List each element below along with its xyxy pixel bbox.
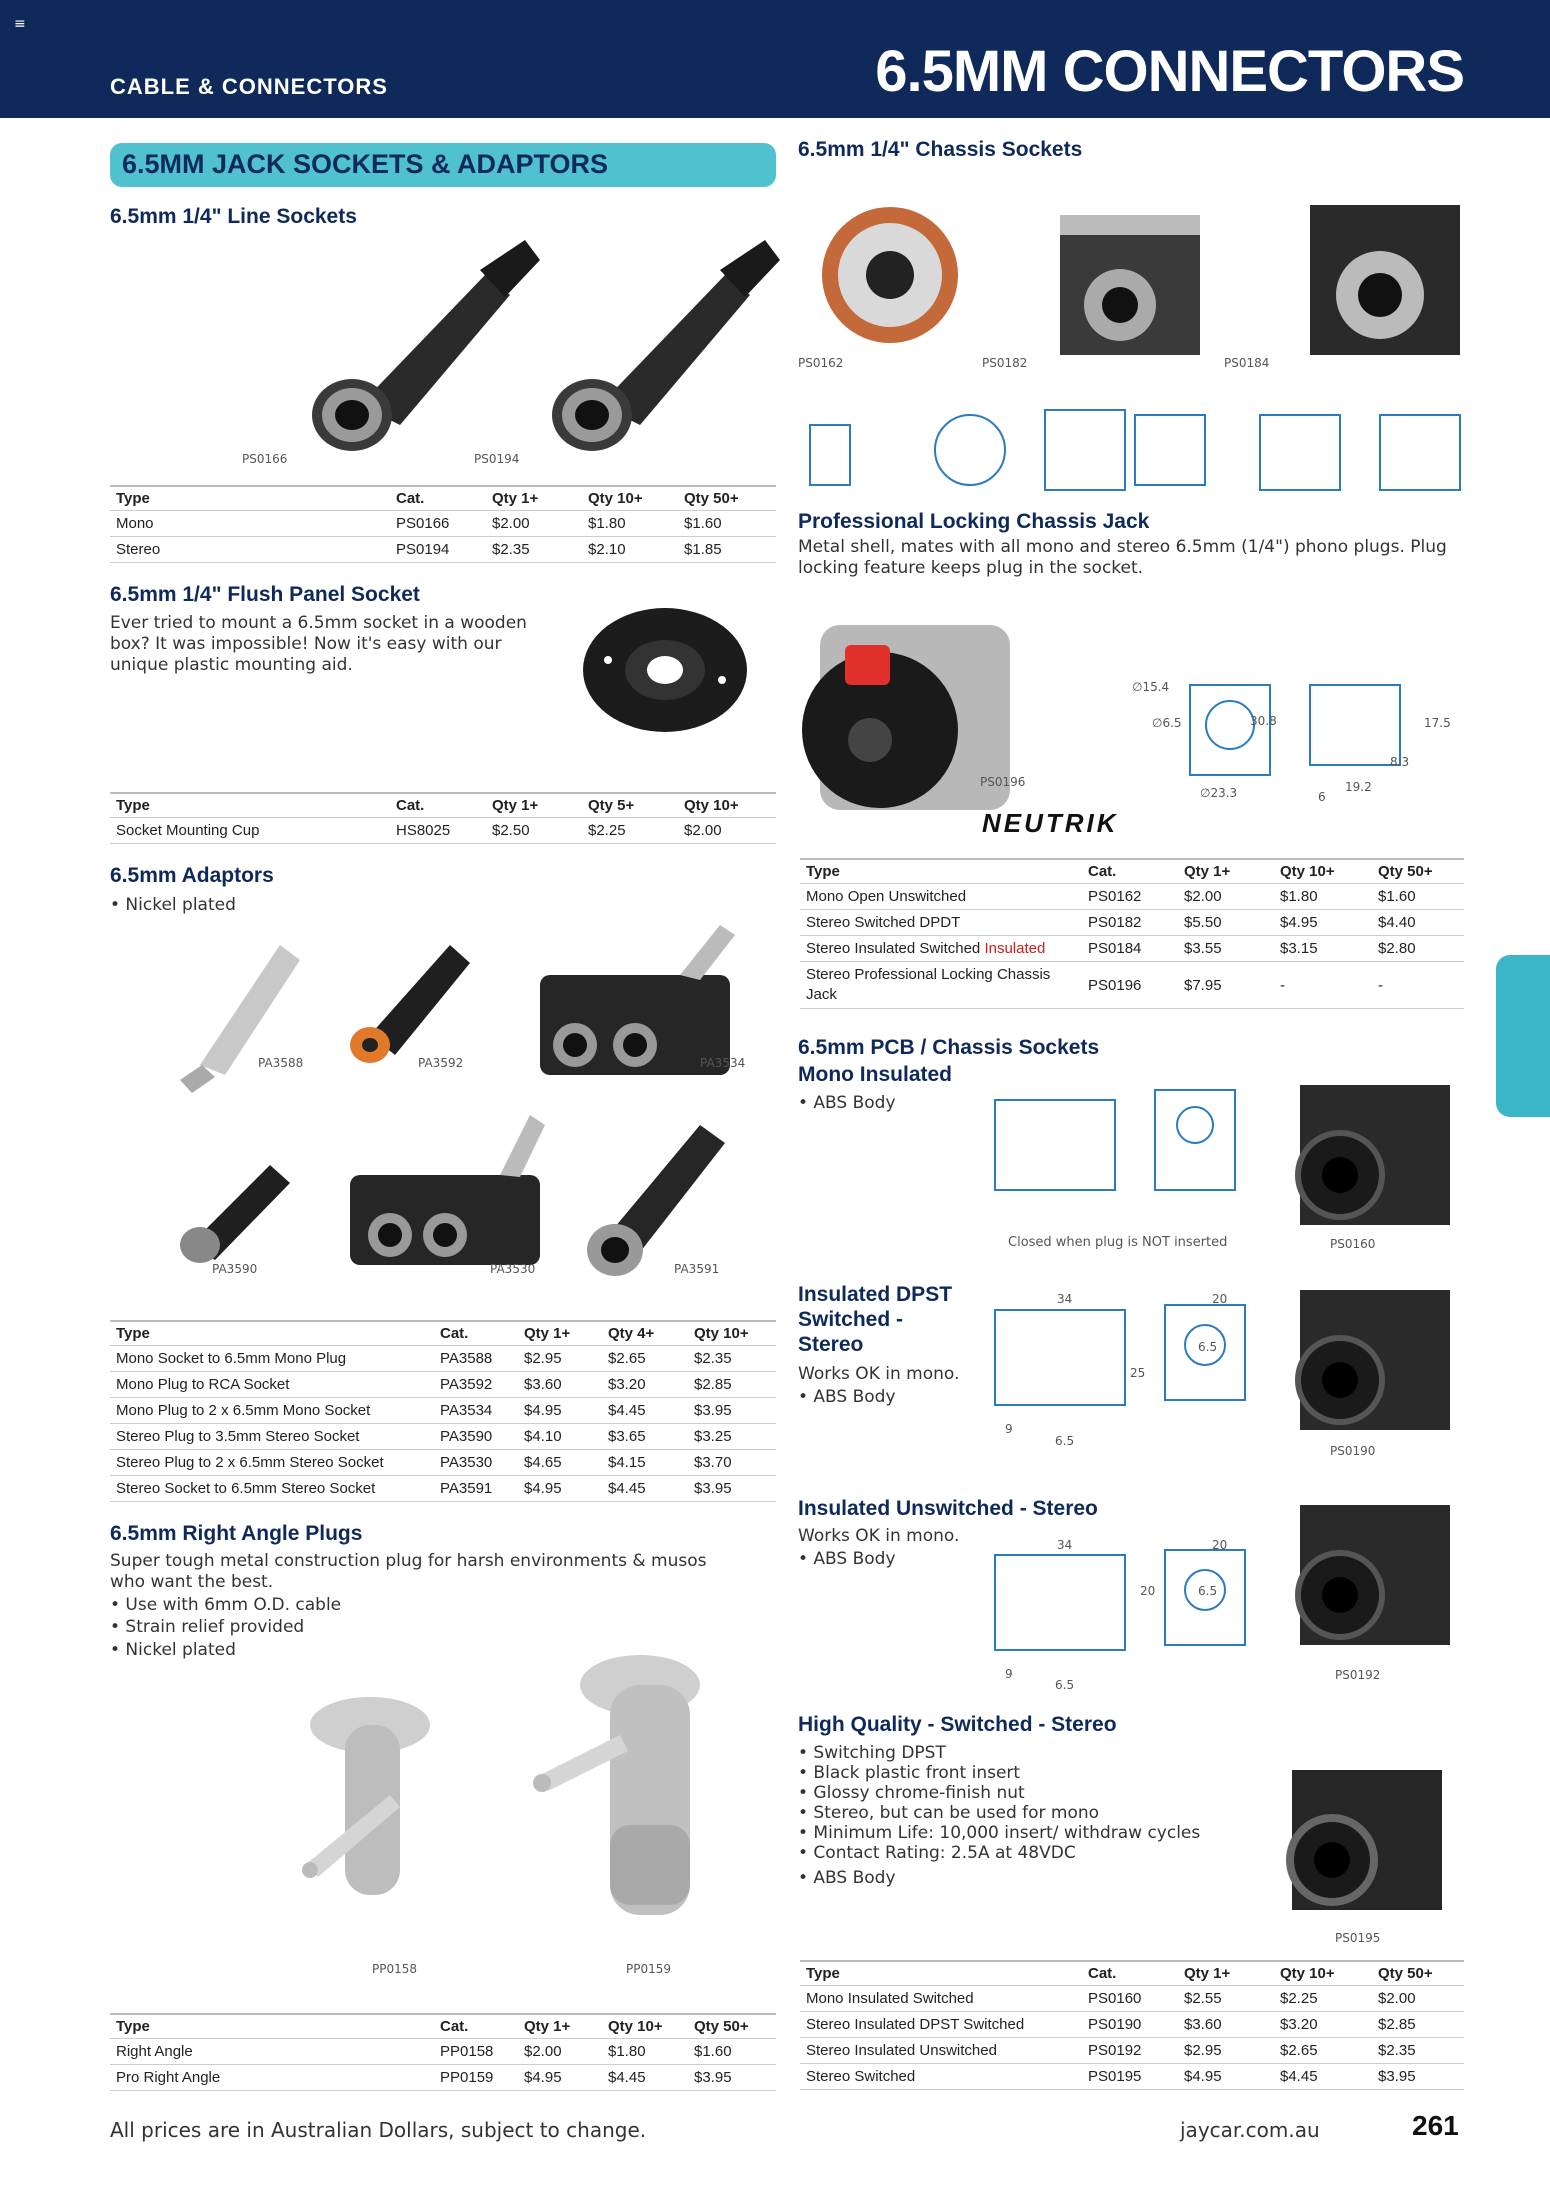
col-qty2: Qty 5+ xyxy=(582,793,678,818)
dim-label: 20 xyxy=(1212,1292,1228,1306)
cell: Stereo Professional Locking Chassis Jack xyxy=(800,962,1082,1009)
dim-drawing-ps0184-side xyxy=(1380,415,1460,490)
col-cat: Cat. xyxy=(390,486,486,511)
cell: PS0162 xyxy=(1082,884,1178,910)
adaptors-image xyxy=(180,915,780,1275)
flush-panel-text: Ever tried to mount a 6.5mm socket in a wooden box? It was impossible! Now it's easy with our unique plastic mounting aid. xyxy=(110,613,527,675)
col-cat: Cat. xyxy=(1082,859,1178,884)
adaptor-pa3534-image xyxy=(540,925,735,1075)
cell: $2.95 xyxy=(518,1346,602,1372)
cell: Stereo Plug to 3.5mm Stereo Socket xyxy=(110,1424,434,1450)
cell: $2.85 xyxy=(688,1372,776,1398)
chassis-heading: 6.5mm 1/4" Chassis Sockets xyxy=(798,138,1083,161)
cell: PS0160 xyxy=(1082,1986,1178,2012)
dim-label: 6.5 xyxy=(1055,1678,1075,1692)
caption-ps0160: PS0160 xyxy=(1330,1237,1376,1251)
cell: PP0158 xyxy=(434,2039,518,2065)
cell: Stereo Insulated Unswitched xyxy=(800,2038,1082,2064)
cell: $5.50 xyxy=(1178,910,1274,936)
dim-label: 30.8 xyxy=(1250,714,1277,728)
cell: Mono Socket to 6.5mm Mono Plug xyxy=(110,1346,434,1372)
cell: $3.95 xyxy=(688,2065,776,2091)
right-angle-text: Super tough metal construction plug for harsh environments & musos who want the best. xyxy=(110,1551,707,1592)
dim-label: ∅23.3 xyxy=(1200,786,1238,800)
cell: Pro Right Angle xyxy=(110,2065,434,2091)
unswitched-heading: Insulated Unswitched - Stereo xyxy=(798,1497,1098,1520)
cell: $3.60 xyxy=(518,1372,602,1398)
cell: $4.45 xyxy=(602,1476,688,1502)
cell: Right Angle xyxy=(110,2039,434,2065)
col-cat: Cat. xyxy=(434,1321,518,1346)
table-row xyxy=(110,2039,776,2065)
caption-pa3588: PA3588 xyxy=(258,1056,304,1070)
col-qty1: Qty 1+ xyxy=(518,2014,602,2039)
plug-pp0159-image xyxy=(533,1655,700,1915)
cell: $3.70 xyxy=(688,1450,776,1476)
socket-ps0184-image xyxy=(1310,205,1460,355)
cell: Mono xyxy=(110,511,390,537)
unswitched-text: Works OK in mono. xyxy=(798,1526,960,1546)
cell: $2.10 xyxy=(582,537,678,563)
cell: PS0182 xyxy=(1082,910,1178,936)
right-angle-bullet-2: • Strain relief provided xyxy=(110,1617,305,1637)
cell: $3.20 xyxy=(1274,2012,1372,2038)
cell: Mono Open Unswitched xyxy=(800,884,1082,910)
table-row xyxy=(800,2064,1464,2090)
cell: $2.00 xyxy=(486,511,582,537)
caption-pa3592: PA3592 xyxy=(418,1056,464,1070)
cell: PS0195 xyxy=(1082,2064,1178,2090)
cell: $4.95 xyxy=(518,1398,602,1424)
cell: $4.45 xyxy=(1274,2064,1372,2090)
cell-text: Stereo Insulated Switched xyxy=(806,940,981,957)
cell: $4.15 xyxy=(602,1450,688,1476)
col-qty1: Qty 1+ xyxy=(486,486,582,511)
table-row xyxy=(800,936,1464,962)
dim-drawing-ps0184 xyxy=(1260,415,1340,490)
cell: Stereo xyxy=(110,537,390,563)
caption-ps0194: PS0194 xyxy=(474,452,520,466)
section-banner: 6.5MM JACK SOCKETS & ADAPTORS xyxy=(110,143,776,187)
col-type: Type xyxy=(110,793,390,818)
cell: $4.95 xyxy=(1274,910,1372,936)
socket-ps0190-image xyxy=(1280,1280,1455,1445)
hq-bullet-2: • Black plastic front insert xyxy=(798,1763,1021,1783)
table-row xyxy=(800,884,1464,910)
table-row xyxy=(800,1986,1464,2012)
dim-label: 6 xyxy=(1318,790,1326,804)
cell: PS0196 xyxy=(1082,962,1178,1009)
col-qty2: Qty 10+ xyxy=(1274,859,1372,884)
dim-label: 25 xyxy=(1130,1366,1146,1380)
dim-label: 6.5 xyxy=(1198,1584,1218,1598)
cell: $2.35 xyxy=(688,1346,776,1372)
cell: $2.85 xyxy=(1372,2012,1464,2038)
right-angle-bullet-3: • Nickel plated xyxy=(110,1640,236,1660)
cell: PA3534 xyxy=(434,1398,518,1424)
col-qty1: Qty 1+ xyxy=(1178,1961,1274,1986)
socket-ps0166-image xyxy=(312,240,540,451)
col-qty2: Qty 10+ xyxy=(1274,1961,1372,1986)
caption-ps0182: PS0182 xyxy=(982,356,1028,370)
side-index-tab[interactable] xyxy=(1496,955,1550,1117)
right-angle-heading: 6.5mm Right Angle Plugs xyxy=(110,1522,363,1545)
table-header-row xyxy=(800,1961,1464,1986)
adaptor-pa3590-image xyxy=(180,1165,290,1263)
cell: $7.95 xyxy=(1178,962,1274,1009)
locking-dimension-drawing xyxy=(1130,670,1470,810)
unswitched-bullet: • ABS Body xyxy=(798,1549,896,1569)
cell: PS0184 xyxy=(1082,936,1178,962)
col-type: Type xyxy=(800,1961,1082,1986)
cell: $4.65 xyxy=(518,1450,602,1476)
adaptor-pa3530-image xyxy=(350,1115,545,1265)
socket-ps0162-image xyxy=(822,207,958,343)
col-cat: Cat. xyxy=(1082,1961,1178,1986)
cell: $4.10 xyxy=(518,1424,602,1450)
dim-label: 9 xyxy=(1005,1422,1013,1436)
dpst-text: Works OK in mono. xyxy=(798,1364,960,1384)
mono-insulated-bullet: • ABS Body xyxy=(798,1093,896,1113)
cell: $2.25 xyxy=(1274,1986,1372,2012)
col-cat: Cat. xyxy=(434,2014,518,2039)
dim-label: 20 xyxy=(1212,1538,1228,1552)
adaptors-bullet: • Nickel plated xyxy=(110,895,236,915)
page-title: 6.5MM CONNECTORS xyxy=(875,39,1464,104)
line-sockets-image xyxy=(300,235,780,465)
adaptor-pa3591-image xyxy=(587,1125,725,1276)
flush-panel-heading: 6.5mm 1/4" Flush Panel Socket xyxy=(110,583,420,606)
cell: $3.95 xyxy=(688,1398,776,1424)
cell: $2.35 xyxy=(486,537,582,563)
cell: PP0159 xyxy=(434,2065,518,2091)
col-type: Type xyxy=(110,1321,434,1346)
table-row xyxy=(110,818,776,844)
cell: $1.60 xyxy=(688,2039,776,2065)
insulated-highlight: Insulated xyxy=(984,940,1046,957)
col-qty2: Qty 4+ xyxy=(602,1321,688,1346)
table-row xyxy=(800,2038,1464,2064)
socket-ps0160-image xyxy=(1280,1075,1455,1235)
cell: $4.45 xyxy=(602,1398,688,1424)
cell: $2.55 xyxy=(1178,1986,1274,2012)
socket-ps0182-image xyxy=(1060,215,1200,355)
hq-bullet-6: • Contact Rating: 2.5A at 48VDC xyxy=(798,1843,1076,1863)
col-qty2: Qty 10+ xyxy=(602,2014,688,2039)
cell: $1.80 xyxy=(1274,884,1372,910)
caption-pp0158: PP0158 xyxy=(372,1962,418,1976)
dim-label: ∅15.4 xyxy=(1132,680,1170,694)
cell: $1.85 xyxy=(678,537,776,563)
caption-pa3591: PA3591 xyxy=(674,1262,720,1276)
dim-label: 20 xyxy=(1140,1584,1156,1598)
cell: $1.80 xyxy=(602,2039,688,2065)
cell: $3.55 xyxy=(1178,936,1274,962)
adaptors-table xyxy=(110,1320,776,1502)
col-qty1: Qty 1+ xyxy=(486,793,582,818)
dpst-dimension-drawing xyxy=(985,1290,1255,1450)
unswitched-dimension-drawing xyxy=(985,1535,1255,1695)
locking-text: Metal shell, mates with all mono and stereo 6.5mm (1/4") phono plugs. Plug locking feature keeps plug in the socket. xyxy=(798,537,1447,578)
footer-site-link[interactable]: jaycar.com.au xyxy=(1180,2118,1320,2142)
table-header-row xyxy=(110,2014,776,2039)
cell: $2.65 xyxy=(602,1346,688,1372)
dim-label: 17.5 xyxy=(1424,716,1451,730)
page-number: 261 xyxy=(1412,2110,1459,2141)
cell: PS0194 xyxy=(390,537,486,563)
cell: Stereo Switched xyxy=(800,2064,1082,2090)
cell: $4.45 xyxy=(602,2065,688,2091)
cell: - xyxy=(1274,962,1372,1009)
cell: $4.95 xyxy=(518,1476,602,1502)
caption-pp0159: PP0159 xyxy=(626,1962,672,1976)
dim-drawing-ps0182-side xyxy=(1135,415,1205,485)
caption-ps0195: PS0195 xyxy=(1335,1931,1381,1945)
col-qty3: Qty 50+ xyxy=(688,2014,776,2039)
table-row xyxy=(110,1476,776,1502)
dim-label: 34 xyxy=(1057,1292,1073,1306)
menu-icon[interactable]: ≡ xyxy=(14,16,26,32)
table-row xyxy=(800,910,1464,936)
dpst-heading-line-3: Stereo xyxy=(798,1333,864,1356)
col-qty3: Qty 10+ xyxy=(688,1321,776,1346)
cell: $3.95 xyxy=(1372,2064,1464,2090)
cell: PA3591 xyxy=(434,1476,518,1502)
cell: Stereo Socket to 6.5mm Stereo Socket xyxy=(110,1476,434,1502)
high-quality-heading: High Quality - Switched - Stereo xyxy=(798,1713,1117,1736)
cell: $2.80 xyxy=(1372,936,1464,962)
caption-ps0162: PS0162 xyxy=(798,356,844,370)
dim-drawing-ps0162 xyxy=(810,425,850,485)
table-row xyxy=(110,2065,776,2091)
footer-note: All prices are in Australian Dollars, subject to change. xyxy=(110,2118,647,2142)
dim-label: 34 xyxy=(1057,1538,1073,1552)
hq-bullet-4: • Stereo, but can be used for mono xyxy=(798,1803,1100,1823)
cell: $2.50 xyxy=(486,818,582,844)
table-row xyxy=(800,2012,1464,2038)
caption-ps0166: PS0166 xyxy=(242,452,288,466)
cell: Mono Plug to RCA Socket xyxy=(110,1372,434,1398)
cell: Stereo Switched DPDT xyxy=(800,910,1082,936)
chassis-table xyxy=(800,858,1464,1009)
cell: Mono Plug to 2 x 6.5mm Mono Socket xyxy=(110,1398,434,1424)
table-row xyxy=(800,962,1464,1009)
cell: $3.15 xyxy=(1274,936,1372,962)
col-type: Type xyxy=(800,859,1082,884)
chassis-dimension-drawings xyxy=(800,400,1480,500)
col-type: Type xyxy=(110,486,390,511)
socket-ps0194-image xyxy=(552,240,780,451)
pcb-sockets-table xyxy=(800,1960,1464,2090)
right-angle-plugs-image xyxy=(300,1655,770,1945)
locking-heading: Professional Locking Chassis Jack xyxy=(798,510,1150,533)
line-sockets-heading: 6.5mm 1/4" Line Sockets xyxy=(110,205,357,228)
cell: Socket Mounting Cup xyxy=(110,818,390,844)
page-header xyxy=(0,0,1550,118)
cell: $1.60 xyxy=(1372,884,1464,910)
dpst-heading-line-1: Insulated DPST xyxy=(798,1283,953,1306)
cell: $2.65 xyxy=(1274,2038,1372,2064)
cell: $1.80 xyxy=(582,511,678,537)
neutrik-logo: NEUTRIK xyxy=(982,808,1119,838)
cell: $2.00 xyxy=(518,2039,602,2065)
line-sockets-table xyxy=(110,485,776,563)
chassis-sockets-image xyxy=(820,195,1480,365)
socket-ps0192-image xyxy=(1280,1495,1455,1665)
pcb-heading: 6.5mm PCB / Chassis Sockets xyxy=(798,1036,1100,1059)
right-angle-table xyxy=(110,2013,776,2091)
cell: PA3588 xyxy=(434,1346,518,1372)
cell: $1.60 xyxy=(678,511,776,537)
table-row xyxy=(110,1424,776,1450)
cell: $2.95 xyxy=(1178,2038,1274,2064)
dim-label: 6.5 xyxy=(1055,1434,1075,1448)
dim-label: 19.2 xyxy=(1345,780,1372,794)
col-qty3: Qty 50+ xyxy=(1372,859,1464,884)
dim-drawing-ps0162-front xyxy=(935,415,1005,485)
cell: $3.20 xyxy=(602,1372,688,1398)
cell: $2.00 xyxy=(678,818,776,844)
dim-label: 8.3 xyxy=(1390,755,1410,769)
table-header-row xyxy=(800,859,1464,884)
section-label: CABLE & CONNECTORS xyxy=(110,74,388,99)
col-type: Type xyxy=(110,2014,434,2039)
cell: Mono Insulated Switched xyxy=(800,1986,1082,2012)
caption-ps0184: PS0184 xyxy=(1224,356,1270,370)
col-qty3: Qty 10+ xyxy=(678,793,776,818)
dpst-bullet: • ABS Body xyxy=(798,1387,896,1407)
adaptor-pa3592-image xyxy=(350,945,470,1063)
cell: $2.35 xyxy=(1372,2038,1464,2064)
cell: Stereo Plug to 2 x 6.5mm Stereo Socket xyxy=(110,1450,434,1476)
cell: HS8025 xyxy=(390,818,486,844)
dpst-heading-line-2: Switched - xyxy=(798,1308,904,1331)
mono-insulated-dimension-drawing xyxy=(985,1080,1255,1230)
cell: $2.25 xyxy=(582,818,678,844)
caption-ps0190: PS0190 xyxy=(1330,1444,1376,1458)
cell: PS0190 xyxy=(1082,2012,1178,2038)
adaptors-heading: 6.5mm Adaptors xyxy=(110,864,274,887)
table-row xyxy=(110,1398,776,1424)
cell: - xyxy=(1372,962,1464,1009)
cell: $4.95 xyxy=(1178,2064,1274,2090)
cell: $3.65 xyxy=(602,1424,688,1450)
hq-bullet-7: • ABS Body xyxy=(798,1868,896,1888)
dim-label: ∅6.5 xyxy=(1152,716,1182,730)
cell: $3.95 xyxy=(688,1476,776,1502)
cell: $3.60 xyxy=(1178,2012,1274,2038)
caption-pa3534: PA3534 xyxy=(700,1056,746,1070)
plug-pp0158-image xyxy=(302,1697,430,1895)
cell: PS0166 xyxy=(390,511,486,537)
table-row xyxy=(110,1450,776,1476)
col-qty1: Qty 1+ xyxy=(518,1321,602,1346)
cell: PS0192 xyxy=(1082,2038,1178,2064)
dim-drawing-ps0182 xyxy=(1045,410,1125,490)
cell xyxy=(800,936,1082,962)
table-header-row xyxy=(110,486,776,511)
table-row xyxy=(110,1372,776,1398)
cell: $2.00 xyxy=(1178,884,1274,910)
cell: $4.95 xyxy=(518,2065,602,2091)
cell: PA3530 xyxy=(434,1450,518,1476)
table-row xyxy=(110,537,776,563)
caption-pa3530: PA3530 xyxy=(490,1262,536,1276)
col-qty1: Qty 1+ xyxy=(1178,859,1274,884)
adaptor-pa3588-image xyxy=(180,945,300,1093)
mono-insulated-heading: Mono Insulated xyxy=(798,1063,952,1086)
mounting-cup-image xyxy=(580,605,750,735)
hq-bullet-3: • Glossy chrome-finish nut xyxy=(798,1783,1025,1803)
flush-panel-table xyxy=(110,792,776,844)
cell: $4.40 xyxy=(1372,910,1464,936)
dim-label: 9 xyxy=(1005,1667,1013,1681)
caption-pa3590: PA3590 xyxy=(212,1262,258,1276)
table-header-row xyxy=(110,793,776,818)
table-row xyxy=(110,1346,776,1372)
hq-bullet-1: • Switching DPST xyxy=(798,1743,946,1763)
caption-ps0196: PS0196 xyxy=(980,775,1026,789)
cell: Stereo Insulated DPST Switched xyxy=(800,2012,1082,2038)
dim-label: 6.5 xyxy=(1198,1340,1218,1354)
hq-bullet-5: • Minimum Life: 10,000 insert/ withdraw cycles xyxy=(798,1823,1201,1843)
caption-ps0192: PS0192 xyxy=(1335,1668,1381,1682)
col-cat: Cat. xyxy=(390,793,486,818)
right-angle-bullet-1: • Use with 6mm O.D. cable xyxy=(110,1595,342,1615)
col-qty3: Qty 50+ xyxy=(678,486,776,511)
mono-insulated-note: Closed when plug is NOT inserted xyxy=(1008,1235,1228,1250)
cell: PA3592 xyxy=(434,1372,518,1398)
col-qty2: Qty 10+ xyxy=(582,486,678,511)
table-row xyxy=(110,511,776,537)
cell: $2.00 xyxy=(1372,1986,1464,2012)
col-qty3: Qty 50+ xyxy=(1372,1961,1464,1986)
cell: $3.25 xyxy=(688,1424,776,1450)
table-header-row xyxy=(110,1321,776,1346)
cell: PA3590 xyxy=(434,1424,518,1450)
socket-ps0195-image xyxy=(1262,1760,1452,1930)
